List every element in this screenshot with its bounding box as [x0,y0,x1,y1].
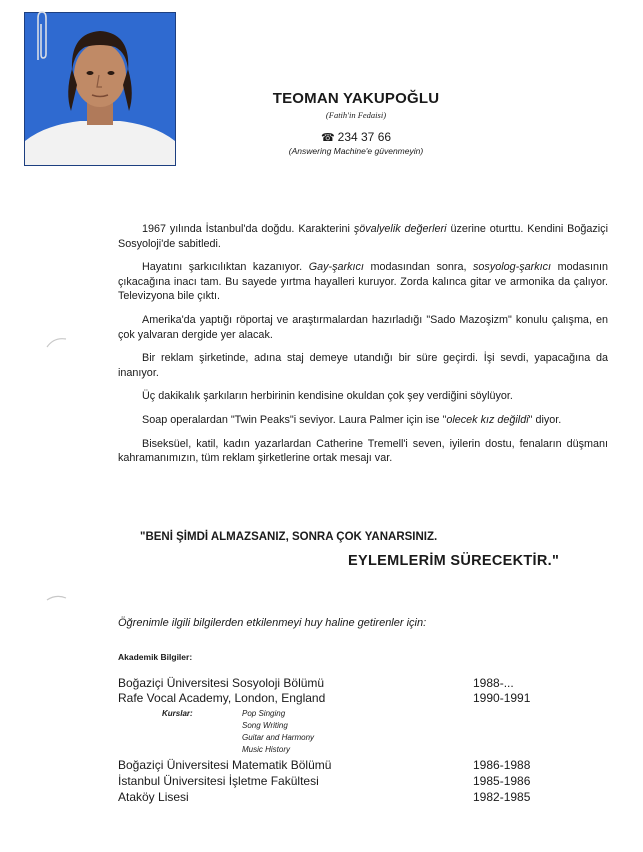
course-item: Song Writing [242,721,288,730]
page-fold-mark [46,592,68,604]
bio-paragraph: Bir reklam şirketinde, adına staj demeye utandığı bir süre geçirdi. İşi sevdi, yapacağına da inanıyor. [118,352,608,379]
bio-paragraph: Amerika'da yaptığı röportaj ve araştırmalardan hazırladığı "Sado Mazoşizm" konulu çalışma, en çok yalvaran dergide yer alacak. [118,313,608,341]
course-item: Guitar and Harmony [242,733,315,742]
education-intro: Öğrenimle ilgili bilgilerden etkilenmeyi huy haline getirenler için: [118,617,427,629]
institution: Ataköy Lisesi [118,790,189,804]
phone-note: (Answering Machine'e güvenmeyin) [288,146,424,156]
institution: İstanbul Üniversitesi İşletme Fakültesi [118,774,319,788]
bio-paragraph: Üç dakikalık şarkıların herbirinin kendisine okuldan çok şey verdiğini söylüyor. [142,390,513,403]
institution: Rafe Vocal Academy, London, England [118,691,326,705]
page-fold-mark [46,335,68,349]
institution: Boğaziçi Üniversitesi Sosyoloji Bölümü [118,676,325,690]
biography [118,222,608,475]
bio-paragraph: Soap operalardan "Twin Peaks"i seviyor. Laura Palmer için ise "olecek kız değildi" diyor. [142,413,562,426]
phone-line [236,130,476,144]
resume-header [236,90,476,156]
slogan-line-1: "BENİ ŞİMDİ ALMAZSANIZ, SONRA ÇOK YANARSINIZ. [140,531,438,543]
phone-number: 234 37 66 [337,130,392,144]
institution: Boğaziçi Üniversitesi Matematik Bölümü [118,758,332,772]
courses-label: Kurslar: [162,709,193,718]
paperclip-icon [34,10,48,64]
bio-paragraph: Hayatını şarkıcılıktan kazanıyor. Gay-şarkıcı modasından sonra, sosyolog-şarkıcı modasının çıkacağına inacı tam. Bu sayede yırtma hayalleri kuruyor. Zorda kalınca gitar ve armonika da çalıyor. Televizyona bile çıktı. [118,261,609,303]
years: 1985-1986 [473,774,531,788]
years: 1990-1991 [473,691,531,705]
telephone-icon: ☎ [320,132,335,144]
bio-paragraph: Biseksüel, katil, kadın yazarlardan Catherine Tremell'i seven, iyilerin dostu, fenaların düşmanı kahramanımızın, tüm reklam şirketlerine ortak mesajı var. [118,437,608,465]
course-item: Music History [242,745,291,754]
years: 1982-1985 [473,790,531,804]
course-item: Pop Singing [242,709,286,718]
bio-paragraph: 1967 yılında İstanbul'da doğdu. Karakterini şövalyelik değerleri üzerine oturttu. Kendini Boğaziçi Sosyoloji'de sabitledi. [118,223,608,250]
slogan-line-2: EYLEMLERİM SÜRECEKTİR." [348,553,560,569]
years: 1988-... [473,676,514,690]
person-nickname: (Fatih'in Fedaisi) [325,110,387,120]
education-title: Akademik Bilgiler: [118,652,193,662]
years: 1986-1988 [473,758,531,772]
person-name: TEOMAN YAKUPOĞLU [272,90,440,107]
